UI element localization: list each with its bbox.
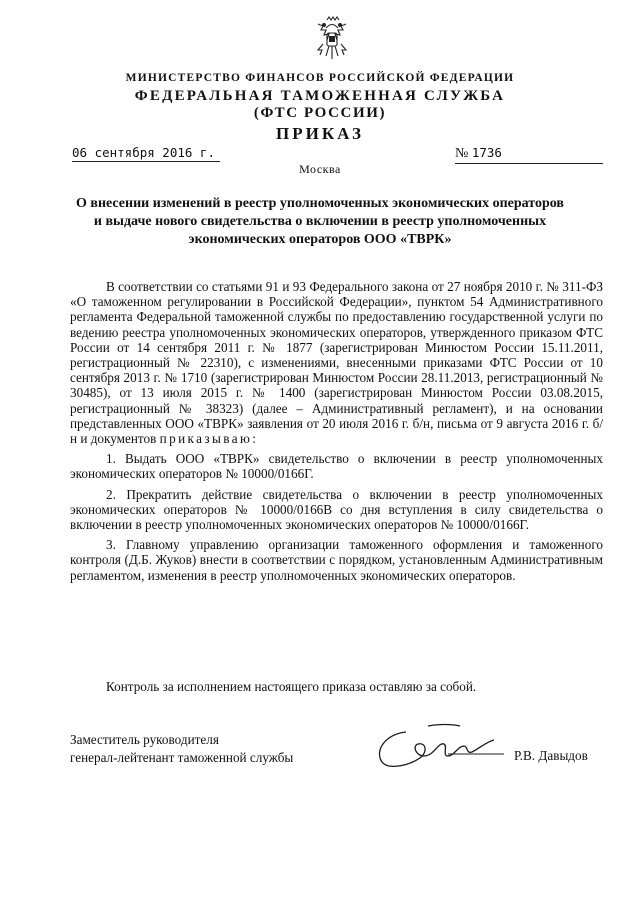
ministry-name: МИНИСТЕРСТВО ФИНАНСОВ РОССИЙСКОЙ ФЕДЕРАЦИИ (125, 72, 515, 84)
order-number-value: 1736 (471, 145, 502, 160)
order-body (70, 279, 603, 583)
order-item: 1. Выдать ООО «ТВРК» свидетельство о включении в реестр уполномоченных экономических операторов № 10000/0166Г. (70, 451, 603, 482)
document-type: ПРИКАЗ (276, 124, 364, 143)
title-line: экономических операторов ООО «ТВРК» (188, 232, 452, 247)
title-line: О внесении изменений в реестр уполномоченных экономических операторов (76, 196, 564, 211)
order-number-prefix: № (455, 146, 469, 161)
service-short-name: (ФТС РОССИИ) (253, 105, 387, 121)
order-date: 06 сентября 2016 г. (72, 145, 220, 162)
order-item: 2. Прекратить действие свидетельства о включении в реестр уполномоченных экономических операторов № 10000/0166В со дня вступления в силу свидетельства о включении в реестр уполномоченных экономических операторов № 10000/0166Г. (70, 486, 603, 533)
signatory-position (70, 731, 293, 767)
handwritten-signature (368, 720, 508, 778)
signatory-name: Р.В. Давыдов (514, 748, 588, 763)
control-statement: Контроль за исполнением настоящего приказа оставляю за собой. (106, 679, 477, 694)
preamble-text: В соответствии со статьями 91 и 93 Федерального закона от 27 ноября 2010 г. № 311-ФЗ «О таможенном регулировании в Российской Федерации», пунктом 54 Административного регламента Федеральной таможенной службы по предоставлению государственной услуги по ведению реестра уполномоченных экономических операторов, утвержденного приказом ФТС России от 14 сентября 2011 г. № 1877 (зарегистрирован Минюстом России 15.11.2011, регистрационный № 22310), с изменениями, внесенными приказами ФТС России от 10 сентября 2013 г. № 1710 (зарегистрирован Минюстом России 28.11.2013, регистрационный № 30485), от 13 июля 2015 г. № 1400 (зарегистрирован Минюстом России 03.08.2015, регистрационный № 38323) (далее – Административный регламент), и на основании представленных ООО «ТВРК» заявления от 20 июля 2016 г. б/н, письма от 9 августа 2016 г. б/н и документов (70, 279, 603, 447)
title-line: и выдаче нового свидетельства о включении в реестр уполномоченных (93, 214, 547, 229)
order-item: 3. Главному управлению организации таможенного оформления и таможенного контроля (Д.Б. Жуков) внести в соответствии с порядком, установленным Административным регламентом, изменения в реестр уполномоченных экономических операторов. (70, 537, 603, 583)
city: Москва (299, 162, 341, 176)
preamble-paragraph (70, 279, 603, 446)
coat-of-arms-icon (312, 16, 352, 62)
position-line: генерал-лейтенант таможенной службы (70, 750, 294, 765)
position-line: Заместитель руководителя (70, 732, 219, 747)
order-verb: приказываю: (159, 431, 259, 447)
service-name: ФЕДЕРАЛЬНАЯ ТАМОЖЕННАЯ СЛУЖБА (134, 88, 506, 104)
order-title (70, 195, 570, 249)
